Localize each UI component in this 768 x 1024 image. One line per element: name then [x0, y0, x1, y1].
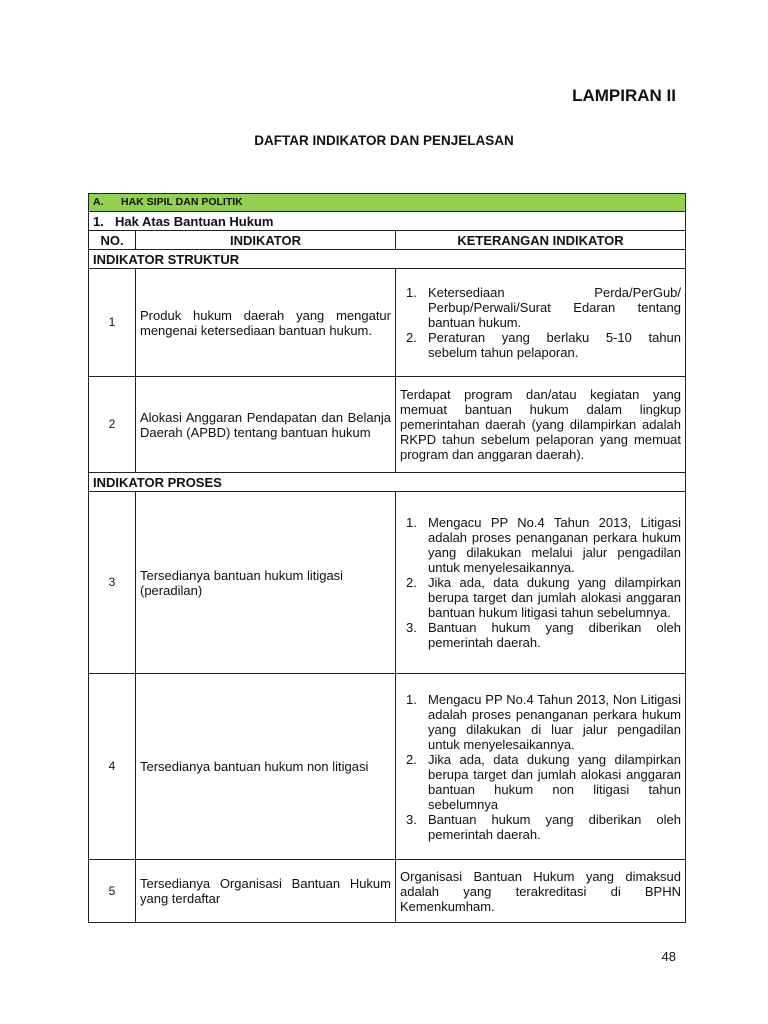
table-row — [89, 377, 686, 473]
lampiran-label: LAMPIRAN II — [572, 86, 676, 105]
section-header-cell — [89, 194, 686, 212]
list-item — [400, 692, 681, 752]
page-number: 48 — [661, 949, 676, 964]
keterangan-cell: Terdapat program dan/atau kegiatan yang memuat bantuan hukum dalam lingkup pemerintahan daerah (yang dilampirkan adalah RKPD tahun sebelum pelaporan yang memuat program dan anggaran daerah). — [396, 377, 686, 473]
row-number: 3 — [89, 492, 136, 674]
list-item-number: 2. — [406, 330, 417, 345]
list-item-number: 1. — [406, 691, 417, 707]
list-item-text: Ketersediaan Perda/PerGub/ Perbup/Perwali/Surat Edaran tentang bantuan hukum. — [428, 285, 682, 330]
list-item-text: Bantuan hukum yang diberikan oleh pemerintah daerah. — [428, 620, 682, 650]
list-item-text: Mengacu PP No.4 Tahun 2013, Non Litigasi adalah proses penanganan perkara hukum yang dilakukan di luar jalur pengadilan untuk menyelesaikannya. — [428, 691, 682, 752]
group-row-proses — [89, 473, 686, 492]
list-item-text: Jika ada, data dukung yang dilampirkan berupa target dan jumlah alokasi anggaran bantuan hukum non litigasi tahun sebelumnya — [428, 751, 682, 812]
list-item — [400, 330, 681, 360]
column-header-keterangan: KETERANGAN INDIKATOR — [396, 231, 686, 250]
list-item — [400, 752, 681, 812]
section-header-row — [89, 194, 686, 212]
group-label-struktur: INDIKATOR STRUKTUR — [89, 250, 686, 269]
section-label: HAK SIPIL DAN POLITIK — [121, 196, 243, 208]
keterangan-cell — [396, 269, 686, 377]
column-header-row — [89, 231, 686, 250]
row-number: 2 — [89, 377, 136, 473]
group-row-struktur — [89, 250, 686, 269]
row-number: 5 — [89, 860, 136, 923]
list-item-text: Peraturan yang berlaku 5-10 tahun sebelum tahun pelaporan. — [428, 330, 682, 360]
row-number: 4 — [89, 674, 136, 860]
indikator-cell: Tersedianya Organisasi Bantuan Hukum yang terdaftar — [136, 860, 396, 923]
keterangan-cell — [396, 492, 686, 674]
keterangan-cell: Organisasi Bantuan Hukum yang dimaksud adalah yang terakreditasi di BPHN Kemenkumham. — [396, 860, 686, 923]
list-item-number: 3. — [406, 620, 417, 635]
subsection-label: Hak Atas Bantuan Hukum — [115, 213, 274, 229]
column-header-indikator: INDIKATOR — [136, 231, 396, 250]
row-number: 1 — [89, 269, 136, 377]
keterangan-list — [400, 515, 681, 650]
list-item — [400, 575, 681, 620]
subsection-header-cell — [89, 212, 686, 231]
table-row — [89, 492, 686, 674]
list-item-text: Mengacu PP No.4 Tahun 2013, Litigasi adalah proses penanganan perkara hukum yang dilakukan melalui jalur pengadilan untuk menyelesaikannya. — [428, 515, 682, 575]
list-item-number: 2. — [406, 575, 417, 590]
table-row — [89, 860, 686, 923]
section-number: A. — [93, 196, 104, 208]
list-item — [400, 812, 681, 842]
list-item-number: 1. — [406, 515, 417, 530]
subsection-header-row — [89, 212, 686, 231]
indicator-table — [88, 193, 686, 923]
list-item — [400, 515, 681, 575]
list-item-number: 1. — [406, 285, 417, 300]
subsection-number: 1. — [93, 213, 104, 229]
indikator-cell: Tersedianya bantuan hukum litigasi (peradilan) — [136, 492, 396, 674]
table-row — [89, 674, 686, 860]
indikator-cell: Tersedianya bantuan hukum non litigasi — [136, 674, 396, 860]
list-item-text: Bantuan hukum yang diberikan oleh pemerintah daerah. — [428, 811, 682, 842]
document-title: DAFTAR INDIKATOR DAN PENJELASAN — [254, 133, 514, 148]
keterangan-list — [400, 692, 681, 842]
list-item — [400, 620, 681, 650]
group-label-proses: INDIKATOR PROSES — [89, 473, 686, 492]
list-item-number: 3. — [406, 811, 417, 827]
list-item — [400, 285, 681, 330]
indikator-cell: Produk hukum daerah yang mengatur mengenai ketersediaan bantuan hukum. — [136, 269, 396, 377]
list-item-number: 2. — [406, 751, 417, 767]
keterangan-cell — [396, 674, 686, 860]
table-row — [89, 269, 686, 377]
list-item-text: Jika ada, data dukung yang dilampirkan berupa target dan jumlah alokasi anggaran bantuan hukum litigasi tahun sebelumnya. — [428, 575, 682, 620]
indikator-cell: Alokasi Anggaran Pendapatan dan Belanja Daerah (APBD) tentang bantuan hukum — [136, 377, 396, 473]
keterangan-list — [400, 285, 681, 360]
column-header-no: NO. — [89, 231, 136, 250]
